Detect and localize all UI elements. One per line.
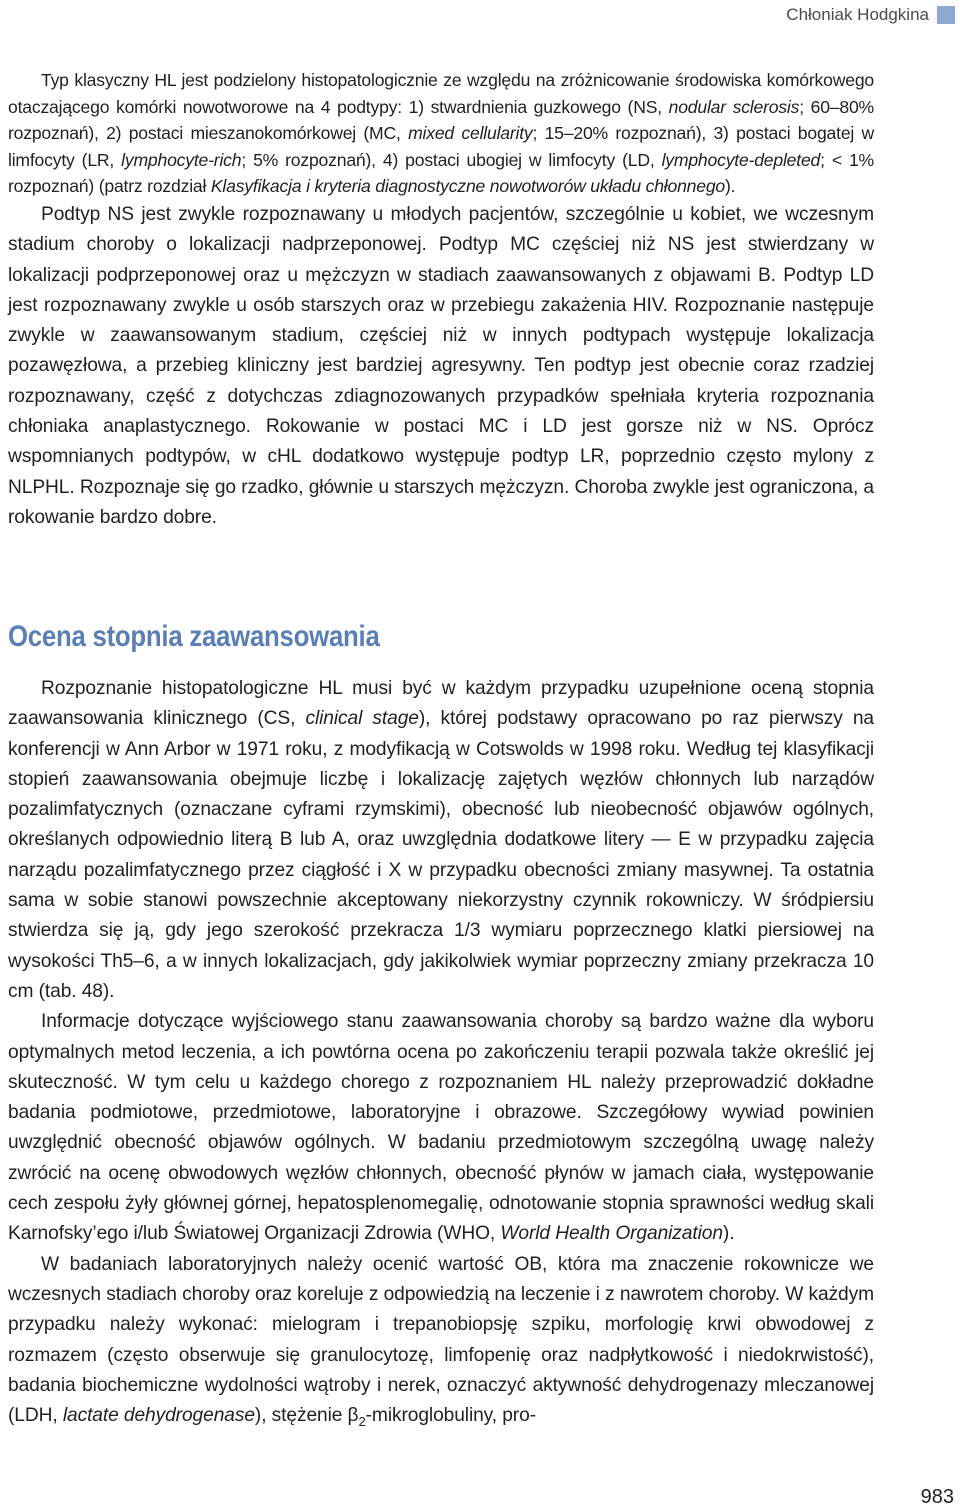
- term-lactate-dehydrogenase: lactate dehydrogenase: [62, 1405, 255, 1427]
- text-run: ; 15–20% rozpoznań), 3) postaci bogatej w limfocyty (LR,: [8, 123, 875, 170]
- page-number: 983: [920, 1486, 954, 1508]
- text-run: ), której podstawy opracowano po raz pierwszy na konferencji w Ann Arbor w 1971 roku, z modyfikacją w Cotswolds w 1998 roku. Według tej klasyfikacji stopień zaawansowania obejmuje liczbę i lokalizację zajętych węzłów chłonnych lub narządów pozalimfatycznych (oznaczane cyframi rzymskimi), obecność lub nieobecność objawów ogólnych, określanych odpowiednio literą B lub A, oraz uwzględnia dodatkowe litery — E w przypadku zajęcia narządu pozalimfatycznego przez ciągłość i X w przypadku obecności zmiany masywnej. Ta ostatnia sama w sobie stanowi powszechnie akceptowany niekorzystny czynnik rokowniczy. W śródpiersiu stwierdza się ją, gdy jego szerokość przekracza 1/3 wymiaru poprzecznego klatki piersiowej na wysokości Th5–6, a w innych lokalizacjach, gdy jakikolwiek wymiar poprzeczny zmiany przekracza 10 cm (tab. 48).: [8, 708, 874, 1002]
- text-run: -mikroglobuliny, pro-: [365, 1405, 536, 1427]
- chapter-reference: Klasyfikacja i kryteria diagnostyczne nowotworów układu chłonnego: [210, 176, 726, 197]
- paragraph-laboratory-tests: [8, 1250, 874, 1438]
- running-head: [786, 4, 955, 26]
- term-clinical-stage: clinical stage: [305, 708, 419, 730]
- text-run: Typ klasyczny HL jest podzielony histopatologicznie ze względu na zróżnicowanie środowiska komórkowego otaczającego komórki nowotworowe na 4 podtypy: 1) stwardnienia guzkowego (NS,: [8, 70, 874, 117]
- running-title: Chłoniak Hodgkina: [786, 5, 929, 24]
- text-run: Informacje dotyczące wyjściowego stanu zaawansowania choroby są bardzo ważne dla wyboru optymalnych metod leczenia, a ich powtórna ocena po zakończeniu terapii pozwala także określić jej skuteczność. W tym celu u każdego chorego z rozpoznaniem HL należy przeprowadzić dokładne badania podmiotowe, przedmiotowe, laboratoryjne i obrazowe. Szczegółowy wywiad powinien uwzględnić obecność objawów ogólnych. W badaniu przedmiotowym szczególną uwagę należy zwrócić na ocenę obwodowych węzłów chłonnych, obecność płynów w jamach ciała, występowanie cech zespołu żyły głównej górnej, hepatosplenomegalię, odnotowanie stopnia sprawności według skali Karnofsky’ego i/lub Światowej Organizacji Zdrowia (WHO,: [8, 1011, 874, 1245]
- text-run: Rozpoznanie histopatologiczne HL musi być w każdym przypadku uzupełnione oceną stopnia zaawansowania klinicznego (CS,: [8, 678, 874, 730]
- section-heading: Ocena stopnia zaawansowania: [8, 620, 380, 653]
- paragraph-staging-classification: [8, 674, 874, 1007]
- text-run: W badaniach laboratoryjnych należy ocenić wartość OB, która ma znaczenie rokownicze we wczesnych stadiach choroby oraz koreluje z odpowiedzią na leczenie i z nawrotem choroby. W każdym przypadku należy wykonać: mielogram i trepanobiopsję szpiku, morfologię krwi obwodowej z rozmazem (często obserwuje się granulocytozę, limfopenię oraz nadpłytkowość i niedokrwistość), badania biochemiczne wydolności wątroby i nerek, oznaczyć aktywność dehydrogenazy mleczanowej (LDH,: [8, 1253, 874, 1427]
- term-lymphocyte-rich: lymphocyte-rich: [121, 149, 242, 170]
- paragraph-classic-hl-subtypes: [8, 67, 874, 200]
- section-staging: [8, 674, 874, 1437]
- paragraph-staging-examinations: [8, 1007, 874, 1249]
- text-run: ).: [725, 176, 736, 197]
- term-mixed-cellularity: mixed cellularity: [408, 123, 533, 144]
- paragraph-subtype-details: Podtyp NS jest zwykle rozpoznawany u młodych pacjentów, szczególnie u kobiet, we wczesnym stadium choroby o lokalizacji nadprzeponowej. Podtyp MC częściej niż NS jest stwierdzany w lokalizacji podprzeponowej oraz u mężczyzn w stadiach zaawansowanych z objawami B. Podtyp LD jest rozpoznawany zwykle u osób starszych oraz w przebiegu zakażenia HIV. Rozpoznanie następuje zwykle w zaawansowanym stadium, częściej niż w innych podtypach występuje lokalizacja pozawęzłowa, a przebieg kliniczny jest bardziej agresywny. Ten podtyp jest obecnie coraz rzadziej rozpoznawany, część z dotychczas zdiagnozowanych przypadków spełniała kryteria rozpoznania chłoniaka anaplastycznego. Rokowanie w postaci MC i LD jest gorsze niż w NS. Oprócz wspomnianych podtypów, w cHL dodatkowo występuje podtyp LR, poprzednio często mylony z NLPHL. Rozpoznaje się go rzadko, głównie u starszych mężczyzn. Choroba zwykle jest ograniczona, a rokowanie bardzo dobre.: [8, 203, 874, 528]
- header-square-icon: [937, 6, 955, 24]
- text-run: ).: [722, 1223, 735, 1245]
- term-lymphocyte-depleted: lymphocyte-depleted: [661, 149, 821, 170]
- text-run: ), stężenie β: [254, 1405, 359, 1427]
- term-world-health-organization: World Health Organization: [500, 1223, 723, 1245]
- subscript: 2: [358, 1414, 366, 1430]
- section-histology-subtypes: [8, 67, 874, 533]
- text-run: ; < 1% rozpoznań) (patrz rozdział: [8, 149, 874, 197]
- text-run: ; 5% rozpoznań), 4) postaci ubogiej w limfocyty (LD,: [241, 149, 662, 170]
- text-run: ; 60–80% rozpoznań), 2) postaci mieszanokomórkowej (MC,: [8, 96, 874, 144]
- term-nodular-sclerosis: nodular sclerosis: [668, 96, 800, 117]
